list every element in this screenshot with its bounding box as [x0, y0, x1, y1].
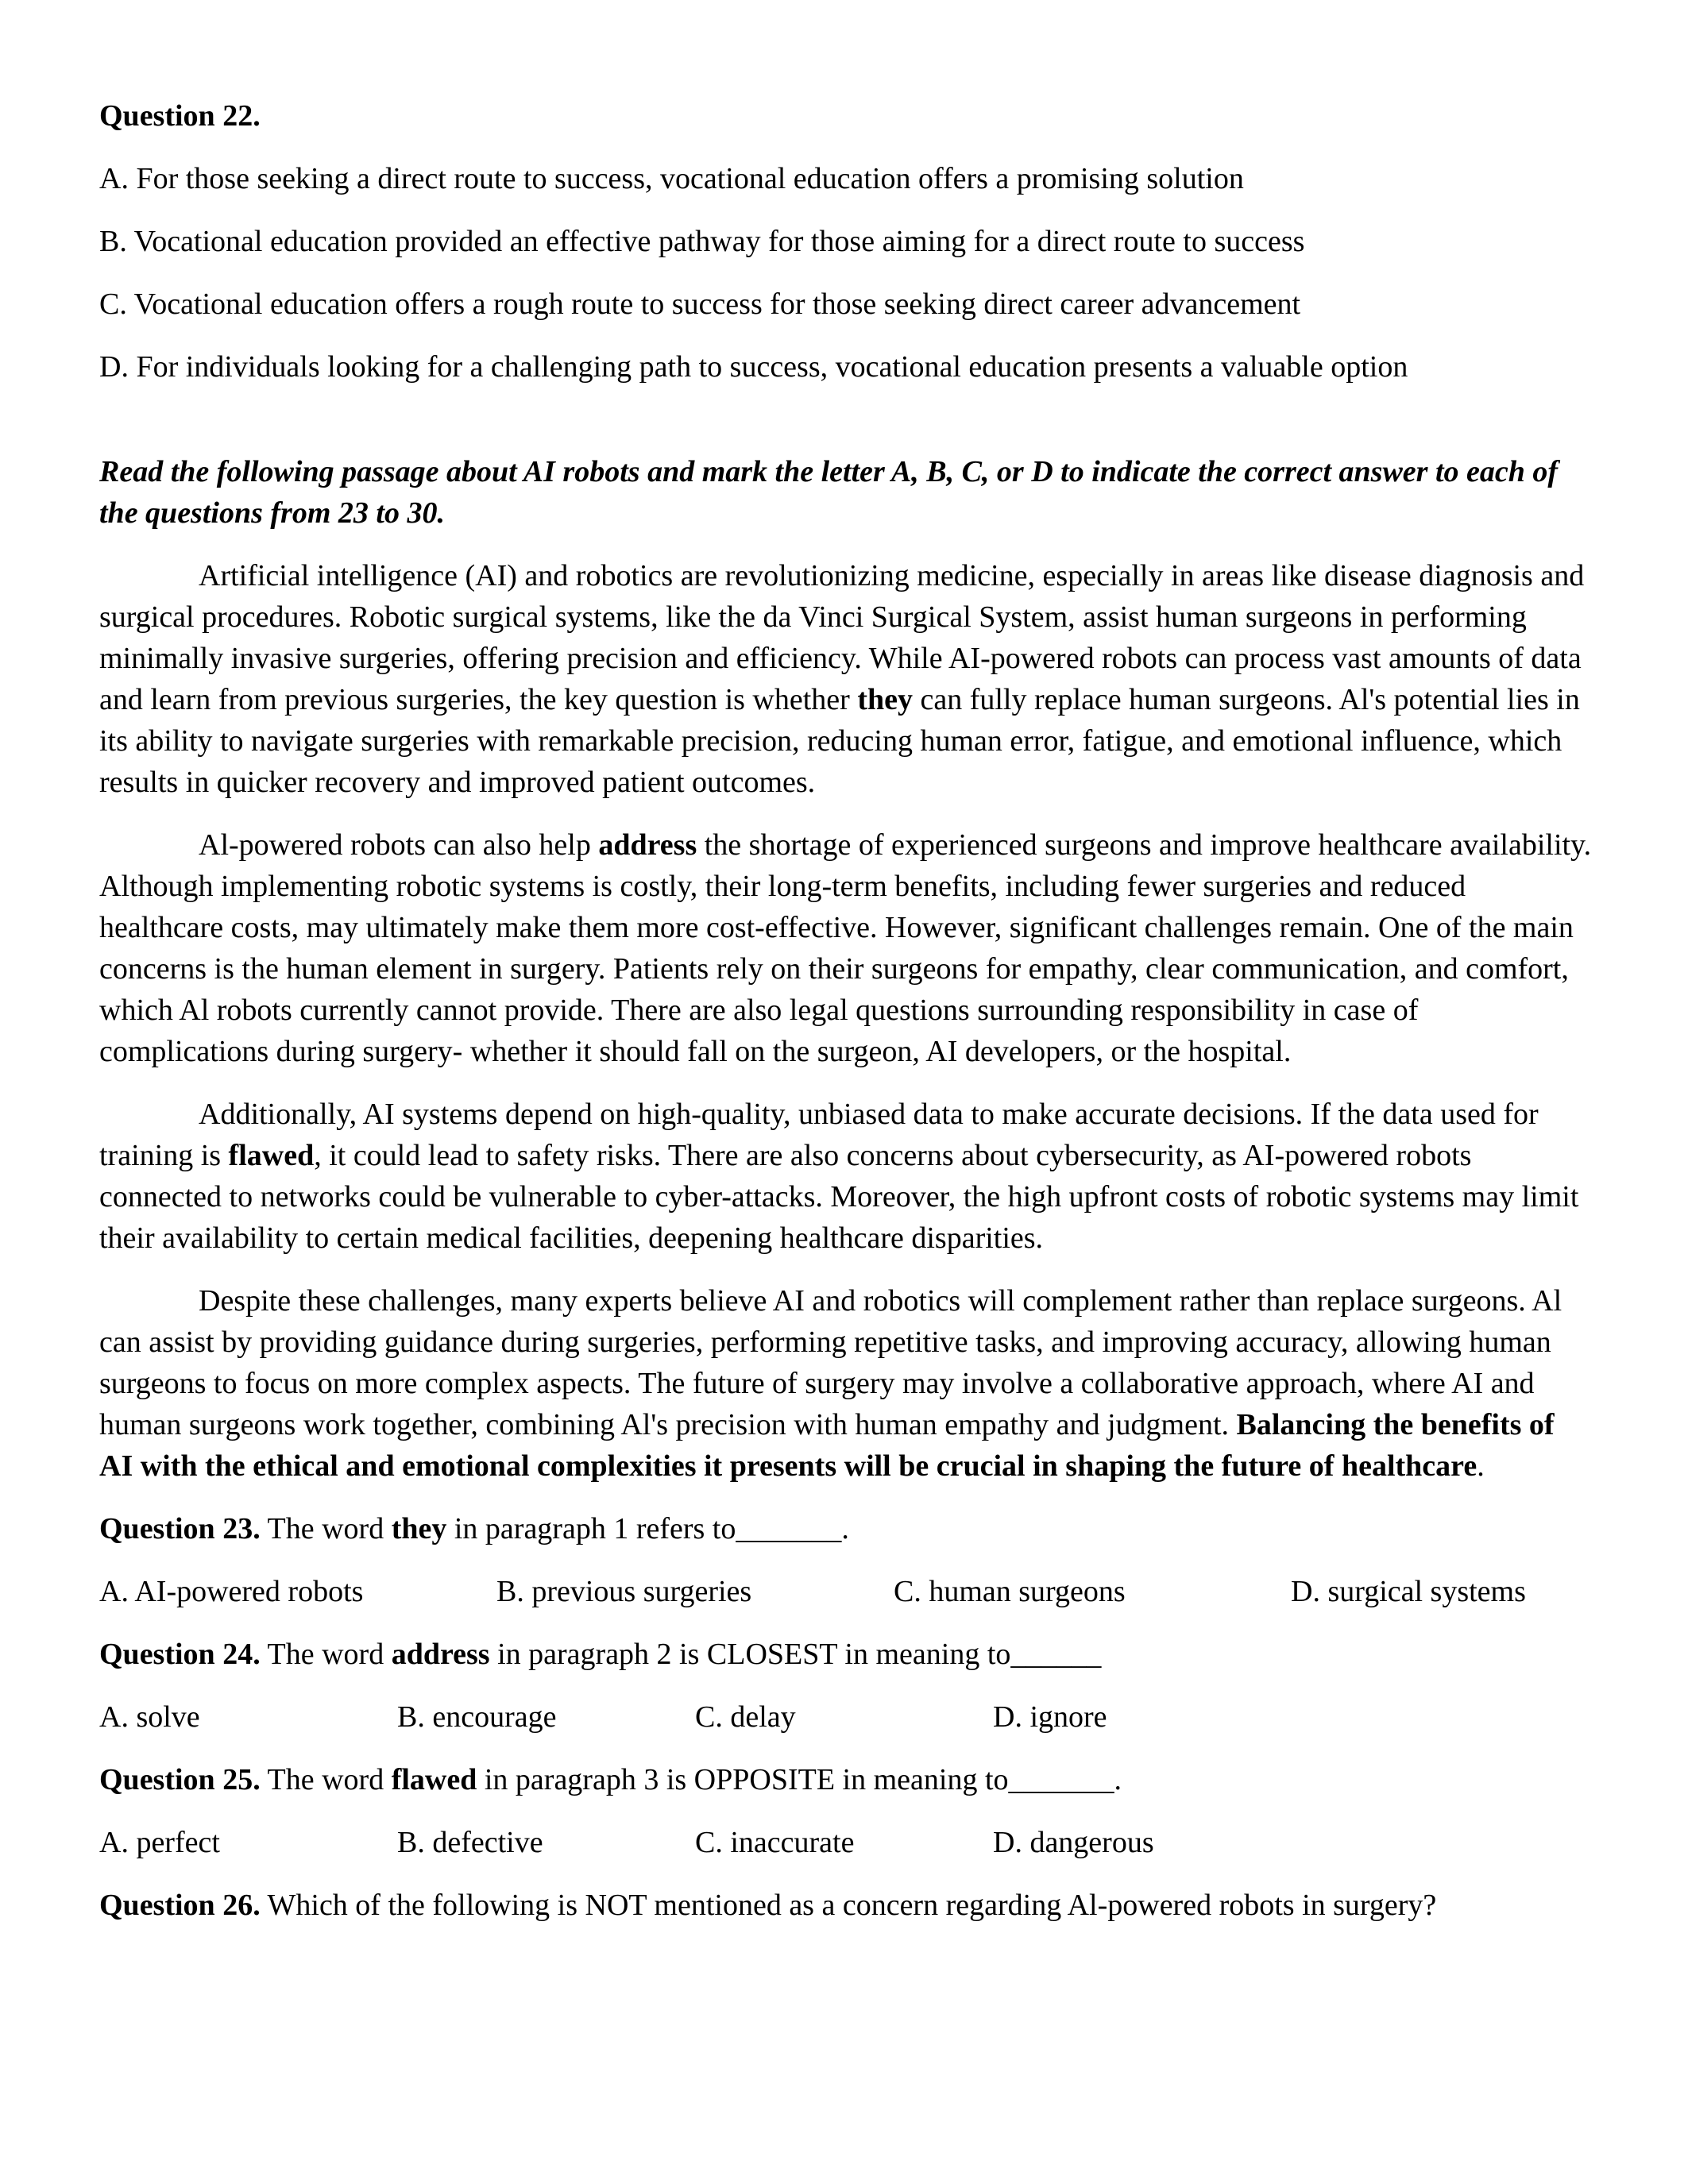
question-22-option-d: D. For individuals looking for a challenging path to success, vocational education presents a valuable option	[99, 350, 1408, 384]
question-24-option-a: A. solve	[99, 1700, 200, 1734]
question-22-title: Question 22.	[99, 99, 261, 133]
passage-paragraph-2	[99, 824, 1593, 1072]
paragraph-1-text-end: can fully replace human surgeons. Al's potential lies in its ability to navigate surgeries with remarkable precision, reducing human error, fatigue, and emotional influence, which results in quicker recovery and improved patient outcomes.	[99, 683, 1580, 799]
question-23-text-2: in paragraph 1 refers to_______.	[446, 1512, 849, 1545]
question-25-text-2: in paragraph 3 is OPPOSITE in meaning to_______.	[477, 1763, 1122, 1796]
question-25-option-a: A. perfect	[99, 1826, 220, 1859]
question-24-text-1: The word	[260, 1638, 392, 1671]
paragraph-3-text-end: , it could lead to safety risks. There are also concerns about cybersecurity, as AI-powered robots connected to networks could be vulnerable to cyber-attacks. Moreover, the high upfront costs of robotic systems may limit their availability to certain medical facilities, deepening healthcare disparities.	[99, 1139, 1579, 1255]
paragraph-3-highlight-flawed: flawed	[228, 1139, 315, 1172]
question-22-option-c: C. Vocational education offers a rough route to success for those seeking direct career advancement	[99, 287, 1301, 321]
question-23-label: Question 23.	[99, 1512, 261, 1545]
question-25-stem	[99, 1759, 1589, 1800]
paragraph-1-text-start: Artificial intelligence (AI) and robotics are revolutionizing medicine, especially in areas like disease diagnosis and surgical procedures. Robotic surgical systems, like the da Vinci Surgical System, assist human surgeons in performing minimally invasive surgeries, offering precision and efficiency. While AI-powered robots can process vast amounts of data and learn from previous surgeries, the key question is whether	[99, 559, 1585, 716]
paragraph-2-highlight-address: address	[598, 828, 697, 862]
question-24-option-d: D. ignore	[993, 1700, 1107, 1734]
question-25-option-b: B. defective	[397, 1826, 543, 1859]
question-22-option-a: A. For those seeking a direct route to success, vocational education offers a promising solution	[99, 162, 1244, 195]
paragraph-1-highlight-they: they	[857, 683, 913, 716]
question-23-stem	[99, 1508, 1589, 1549]
question-25-word: flawed	[391, 1763, 477, 1796]
question-22-option-b: B. Vocational education provided an effective pathway for those aiming for a direct route to success	[99, 225, 1305, 258]
question-26-stem	[99, 1885, 1589, 1926]
question-24-label: Question 24.	[99, 1638, 261, 1671]
paragraph-2-text-end: the shortage of experienced surgeons and improve healthcare availability. Although implementing robotic systems is costly, their long-term benefits, including fewer surgeries and reduced healthcare costs, may ultimately make them more cost-effective. However, significant challenges remain. One of the main concerns is the human element in surgery. Patients rely on their surgeons for empathy, clear communication, and comfort, which Al robots currently cannot provide. There are also legal questions surrounding responsibility in case of complications during surgery- whether it should fall on the surgeon, AI developers, or the hospital.	[99, 828, 1592, 1068]
question-26-label: Question 26.	[99, 1889, 261, 1922]
question-24-word: address	[391, 1638, 490, 1671]
paragraph-3-text-start: Additionally, AI systems depend on high-quality, unbiased data to make accurate decisions. If the data used for training is	[99, 1098, 1539, 1172]
passage-paragraph-4	[99, 1280, 1593, 1487]
paragraph-4-text-start: Despite these challenges, many experts believe AI and robotics will complement rather than replace surgeons. Al can assist by providing guidance during surgeries, performing repetitive tasks, and improving accuracy, allowing human surgeons to focus on more complex aspects. The future of surgery may involve a collaborative approach, where AI and human surgeons work together, combining Al's precision with human empathy and judgment.	[99, 1284, 1562, 1441]
question-24-option-b: B. encourage	[397, 1700, 557, 1734]
paragraph-4-highlight-sentence: Balancing the benefits of AI with the ethical and emotional complexities it presents will be crucial in shaping the future of healthcare	[99, 1408, 1555, 1483]
question-23-option-b: B. previous surgeries	[496, 1575, 752, 1608]
paragraph-4-text-end: .	[1477, 1449, 1485, 1483]
question-24-options	[99, 1696, 1589, 1738]
question-23-word: they	[391, 1512, 447, 1545]
question-25-label: Question 25.	[99, 1763, 261, 1796]
question-26-text: Which of the following is NOT mentioned as a concern regarding Al-powered robots in surgery?	[260, 1889, 1437, 1922]
question-23-option-d: D. surgical systems	[1291, 1575, 1526, 1608]
question-24-stem	[99, 1634, 1589, 1675]
passage-paragraph-3	[99, 1094, 1593, 1259]
question-25-option-d: D. dangerous	[993, 1826, 1154, 1859]
question-23-option-a: A. AI-powered robots	[99, 1575, 364, 1608]
question-23-text-1: The word	[260, 1512, 392, 1545]
question-23-options	[99, 1571, 1589, 1612]
passage-instruction: Read the following passage about AI robots and mark the letter A, B, C, or D to indicate the correct answer to each of the questions from 23 to 30.	[99, 455, 1559, 530]
passage-paragraph-1	[99, 555, 1593, 803]
paragraph-2-text-start: Al-powered robots can also help	[199, 828, 599, 862]
question-25-options	[99, 1822, 1589, 1863]
question-24-option-c: C. delay	[695, 1700, 796, 1734]
question-23-option-c: C. human surgeons	[894, 1575, 1126, 1608]
question-25-option-c: C. inaccurate	[695, 1826, 855, 1859]
question-24-text-2: in paragraph 2 is CLOSEST in meaning to______	[489, 1638, 1102, 1671]
question-25-text-1: The word	[260, 1763, 392, 1796]
